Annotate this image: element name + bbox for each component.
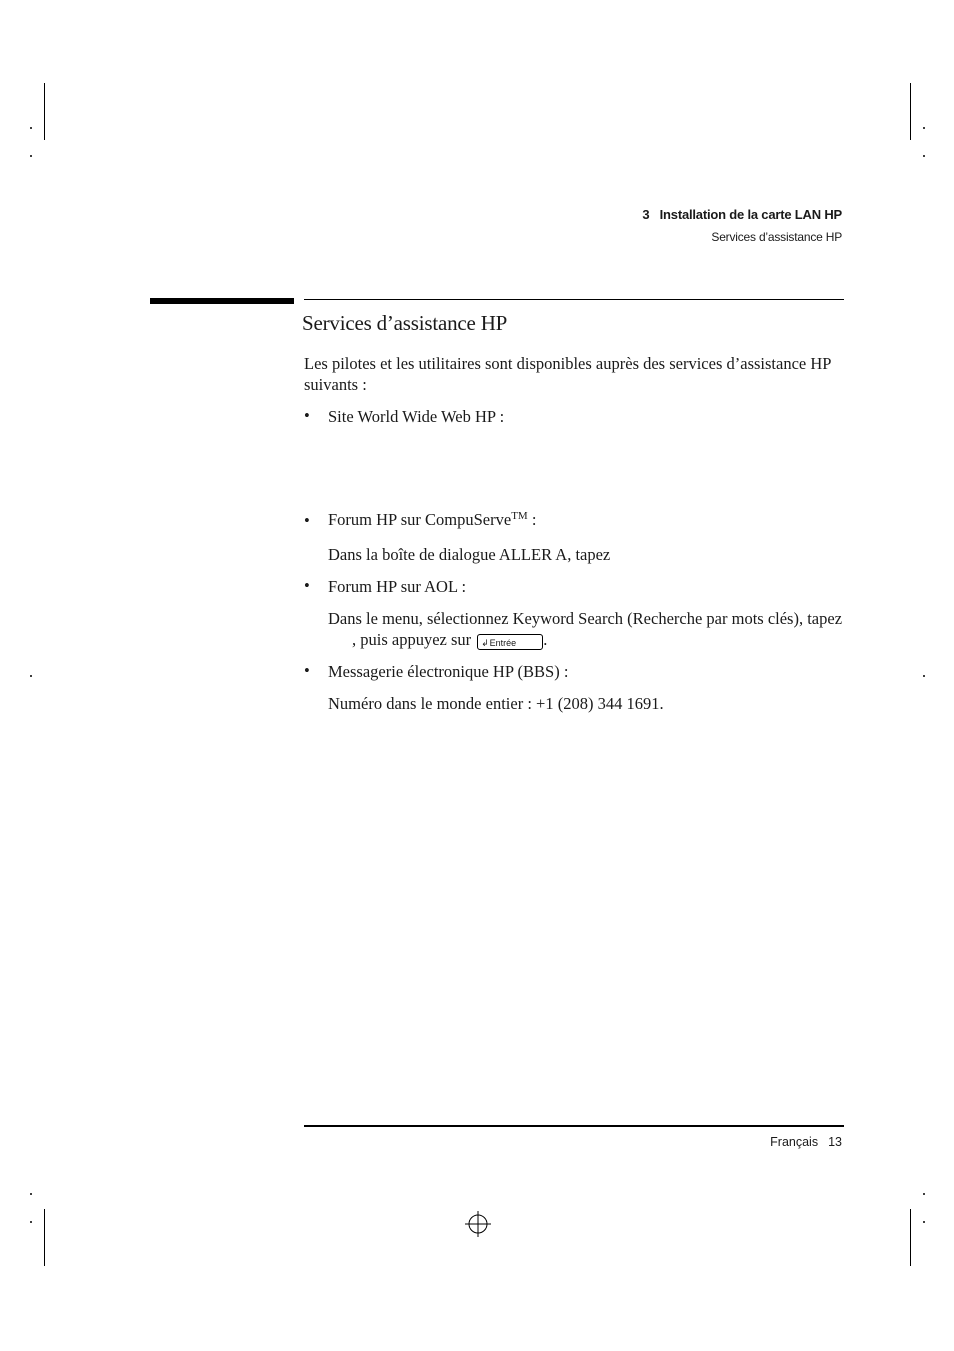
crop-dot — [30, 1193, 32, 1195]
page-number: 13 — [828, 1135, 842, 1149]
crop-dot — [923, 1221, 925, 1223]
bullet: • — [304, 406, 310, 425]
intro-paragraph: Les pilotes et les utilitaires sont disponibles auprès des services d’assistance HP suivants : — [304, 354, 831, 394]
crop-mark-top-left — [44, 83, 45, 140]
crop-dot — [923, 675, 925, 677]
registration-mark-icon — [465, 1211, 491, 1237]
footer-rule — [304, 1125, 844, 1127]
list-item-suffix: : — [527, 510, 537, 529]
crop-dot — [30, 675, 32, 677]
crop-dot — [923, 155, 925, 157]
list-item-aol: Forum HP sur AOL : — [328, 577, 467, 596]
crop-dot — [30, 127, 32, 129]
bullet: • — [304, 511, 310, 530]
detail-text: , puis appuyez sur — [352, 630, 472, 649]
crop-dot — [923, 127, 925, 129]
list-item-detail — [328, 608, 848, 650]
bullet: • — [304, 661, 310, 680]
crop-dot — [30, 155, 32, 157]
section-rule — [304, 299, 844, 300]
crop-dot — [30, 1221, 32, 1223]
list-item-detail: Numéro dans le monde entier : +1 (208) 344 1691. — [328, 694, 664, 713]
list-item-web: Site World Wide Web HP : — [328, 407, 505, 426]
key-label: Entrée — [489, 638, 517, 649]
crop-mark-bottom-right — [910, 1209, 911, 1266]
trademark: TM — [511, 510, 528, 522]
enter-key-icon — [477, 634, 543, 650]
crop-mark-top-right — [910, 83, 911, 140]
running-header-chapter: 3 Installation de la carte LAN HP — [642, 207, 842, 222]
return-arrow-icon: ↲ — [481, 638, 489, 649]
crop-mark-bottom-left — [44, 1209, 45, 1266]
bullet: • — [304, 576, 310, 595]
list-item-detail: Dans la boîte de dialogue ALLER A, tapez — [328, 545, 611, 564]
footer — [770, 1135, 842, 1149]
list-item-label: Forum HP sur CompuServe — [328, 510, 512, 529]
footer-language: Français — [770, 1135, 819, 1149]
running-header-section: Services d’assistance HP — [711, 230, 842, 244]
section-marker-bar — [150, 298, 294, 304]
page-title: Services d’assistance HP — [302, 311, 508, 335]
list-item-compuserve — [328, 506, 848, 530]
detail-end: . — [543, 630, 548, 649]
list-item-bbs: Messagerie électronique HP (BBS) : — [328, 662, 569, 681]
crop-dot — [923, 1193, 925, 1195]
detail-text: Dans le menu, sélectionnez Keyword Search (Recherche par mots clés), tapez — [328, 609, 843, 628]
